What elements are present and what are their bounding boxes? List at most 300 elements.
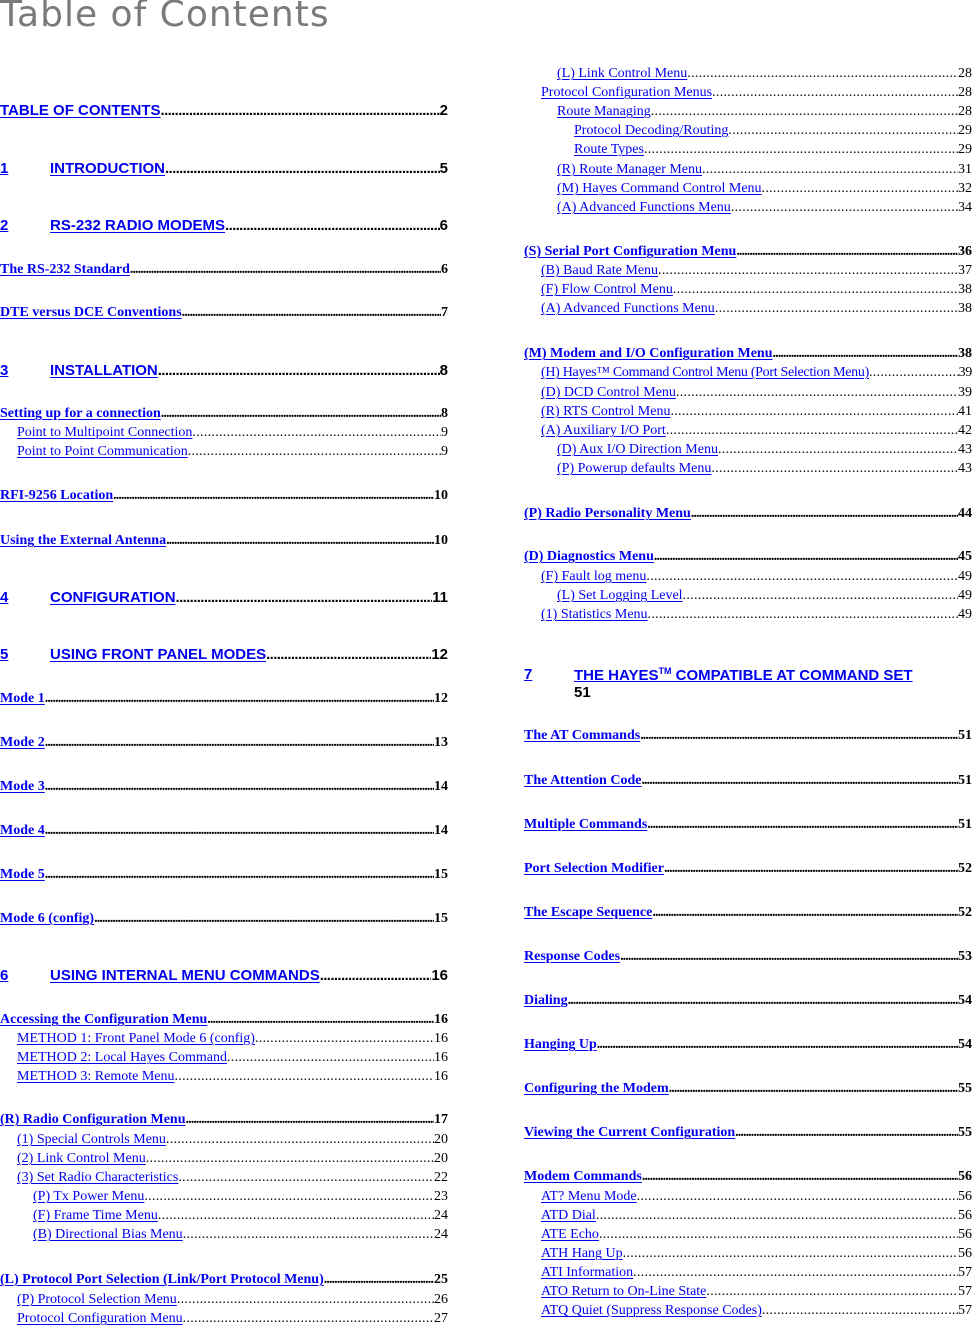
toc-entry-label[interactable]: (A) Advanced Functions Menu: [557, 200, 731, 215]
toc-entry-subsection[interactable]: [541, 1189, 972, 1207]
toc-entry-page: 28: [958, 66, 972, 81]
toc-entry-label[interactable]: Modem Commands: [524, 1169, 642, 1184]
toc-entry-label[interactable]: (H) Hayes™ Command Control Menu (Port Selection Menu): [541, 365, 869, 380]
leader-dots: [706, 1284, 958, 1300]
toc-entry-subsubsection[interactable]: [33, 1208, 448, 1226]
toc-entry-subsection[interactable]: [17, 1069, 448, 1087]
leader-dots: [731, 200, 958, 216]
toc-entry-page: 57: [958, 1265, 972, 1280]
toc-entry-label[interactable]: Multiple Commands: [524, 817, 648, 832]
toc-entry-page: 55: [958, 1125, 972, 1140]
leader-dots: [715, 301, 958, 317]
toc-entry-number[interactable]: 6: [0, 967, 9, 984]
toc-entry-section[interactable]: [524, 244, 972, 262]
toc-entry-page: 28: [958, 104, 972, 119]
toc-entry-label[interactable]: ATO Return to On-Line State: [541, 1284, 707, 1299]
toc-entry-label[interactable]: (P) Powerup defaults Menu: [557, 461, 712, 476]
toc-entry-section[interactable]: [524, 346, 972, 364]
leader-dots: [320, 967, 432, 984]
leader-dots: [161, 406, 441, 422]
toc-entry-label[interactable]: THE HAYES™ COMPATIBLE AT COMMAND SET: [574, 666, 913, 684]
toc-entry-label[interactable]: ATI Information: [541, 1265, 634, 1280]
toc-entry-label[interactable]: (1) Special Controls Menu: [17, 1132, 166, 1147]
toc-entry-section[interactable]: [0, 911, 448, 929]
toc-entry-section[interactable]: [0, 1272, 448, 1290]
leader-dots: [161, 102, 440, 119]
leader-dots: [45, 735, 434, 751]
leader-dots: [736, 244, 958, 260]
leader-dots: [735, 1125, 958, 1141]
toc-entry-page: 20: [434, 1132, 448, 1147]
leader-dots: [130, 262, 441, 278]
toc-entry-subsection[interactable]: [541, 1227, 972, 1245]
toc-entry-section[interactable]: [524, 861, 972, 879]
toc-entry-page: 36: [958, 244, 972, 259]
leader-dots: [324, 1272, 434, 1288]
toc-entry-section[interactable]: [524, 1125, 972, 1143]
leader-dots: [728, 123, 958, 139]
toc-entry-section[interactable]: [524, 817, 972, 835]
toc-entry-page: 51: [958, 773, 972, 788]
toc-entry-page: 2: [439, 102, 448, 119]
leader-dots: [45, 691, 434, 707]
leader-dots: [183, 1227, 434, 1243]
toc-entry-page: 56: [958, 1189, 972, 1204]
toc-entry-page: 34: [958, 200, 972, 215]
leader-dots: [620, 949, 958, 965]
toc-entry-chapter-6[interactable]: [0, 967, 448, 987]
leader-dots: [192, 425, 441, 441]
toc-entry-label[interactable]: (P) Tx Power Menu: [33, 1189, 145, 1204]
toc-entry-subsection[interactable]: [17, 1311, 448, 1329]
toc-entry-page: 57: [958, 1303, 972, 1318]
toc-entry-label[interactable]: Mode 5: [0, 867, 45, 882]
leader-dots: [670, 404, 958, 420]
toc-entry-page: 14: [434, 779, 448, 794]
toc-entry-label[interactable]: (R) RTS Control Menu: [541, 404, 671, 419]
toc-entry-label[interactable]: (B) Directional Bias Menu: [33, 1227, 183, 1242]
toc-entry-subsubsection[interactable]: [557, 104, 972, 122]
toc-entry-subsection[interactable]: [541, 1284, 972, 1302]
toc-entry-subsection[interactable]: [17, 1151, 448, 1169]
toc-entry-number[interactable]: 5: [0, 646, 9, 663]
toc-entry-label[interactable]: (R) Radio Configuration Menu: [0, 1112, 186, 1127]
toc-entry-number[interactable]: 2: [0, 217, 9, 234]
leader-dots: [166, 1132, 434, 1148]
toc-entry-section[interactable]: [0, 262, 448, 280]
toc-entry-page: 8: [439, 362, 448, 379]
toc-entry-level4[interactable]: [574, 123, 972, 141]
toc-entry-subsection[interactable]: [17, 425, 448, 443]
leader-dots: [266, 646, 431, 663]
toc-entry-table-of-contents[interactable]: [0, 102, 448, 122]
toc-entry-page: 31: [958, 162, 972, 177]
toc-entry-number[interactable]: 7: [524, 666, 533, 683]
leader-dots: [869, 365, 959, 381]
toc-entry-page: 51: [958, 817, 972, 832]
toc-entry-section[interactable]: [524, 993, 972, 1011]
toc-entry-label[interactable]: The Escape Sequence: [524, 905, 653, 920]
toc-entry-section[interactable]: [0, 533, 448, 551]
toc-entry-label[interactable]: Port Selection Modifier: [524, 861, 664, 876]
toc-entry-page: 49: [958, 588, 972, 603]
toc-entry-subsubsection[interactable]: [33, 1189, 448, 1207]
toc-entry-label[interactable]: The Attention Code: [524, 773, 642, 788]
toc-entry-page: 24: [434, 1208, 448, 1223]
leader-dots: [712, 85, 958, 101]
toc-entry-page: 17: [434, 1112, 448, 1127]
toc-entry-label[interactable]: METHOD 3: Remote Menu: [17, 1069, 175, 1084]
leader-dots: [644, 142, 958, 158]
toc-entry-subsubsection[interactable]: [33, 1227, 448, 1245]
toc-entry-section[interactable]: [0, 779, 448, 797]
toc-entry-label[interactable]: USING FRONT PANEL MODES: [50, 646, 267, 663]
toc-entry-page: 8: [441, 406, 448, 421]
leader-dots: [666, 423, 958, 439]
leader-dots: [647, 817, 958, 833]
toc-entry-section[interactable]: [524, 905, 972, 923]
toc-entry-page: 43: [958, 442, 972, 457]
toc-entry-label[interactable]: (2) Link Control Menu: [17, 1151, 146, 1166]
toc-entry-section[interactable]: [0, 305, 448, 323]
leader-dots: [641, 773, 958, 789]
toc-entry-label[interactable]: ATD Dial: [541, 1208, 596, 1223]
toc-entry-label[interactable]: (D) Aux I/O Direction Menu: [557, 442, 718, 457]
leader-dots: [94, 911, 434, 927]
toc-entry-section[interactable]: [524, 549, 972, 567]
toc-entry-label[interactable]: (M) Modem and I/O Configuration Menu: [524, 346, 773, 361]
leader-dots: [691, 506, 958, 522]
leader-dots: [188, 444, 441, 460]
toc-entry-page: 56: [958, 1227, 972, 1242]
toc-entry-page: 49: [958, 569, 972, 584]
toc-entry-subsection[interactable]: [541, 607, 972, 625]
toc-entry-page: 52: [958, 905, 972, 920]
toc-entry-page: 45: [958, 549, 972, 564]
toc-entry-section[interactable]: [0, 1112, 448, 1130]
toc-entry-subsection[interactable]: [541, 1265, 972, 1283]
toc-entry-label[interactable]: DTE versus DCE Conventions: [0, 305, 182, 320]
toc-entry-level4[interactable]: [574, 142, 972, 160]
toc-entry-label[interactable]: ATQ Quiet (Suppress Response Codes): [541, 1303, 762, 1318]
toc-entry-subsection[interactable]: [541, 1208, 972, 1226]
toc-entry-section[interactable]: [0, 488, 448, 506]
toc-entry-subsection[interactable]: [541, 365, 972, 383]
toc-entry-label[interactable]: (F) Frame Time Menu: [33, 1208, 158, 1223]
toc-entry-page: 39: [958, 385, 972, 400]
toc-entry-section[interactable]: [0, 735, 448, 753]
leader-dots: [166, 533, 434, 549]
toc-entry-number[interactable]: 3: [0, 362, 9, 379]
toc-entry-section[interactable]: [524, 1037, 972, 1055]
toc-entry-page: 49: [958, 607, 972, 622]
toc-entry-page: 10: [434, 533, 448, 548]
toc-entry-page: 44: [958, 506, 972, 521]
toc-entry-page: 23: [434, 1189, 448, 1204]
leader-dots: [633, 1265, 958, 1281]
toc-entry-subsection[interactable]: [541, 1246, 972, 1264]
toc-entry-page: 32: [958, 181, 972, 196]
toc-entry-page: 12: [431, 646, 448, 663]
toc-entry-page: 28: [958, 85, 972, 100]
toc-entry-label[interactable]: AT? Menu Mode: [541, 1189, 637, 1204]
toc-entry-section[interactable]: [524, 949, 972, 967]
toc-entry-subsection[interactable]: [17, 1031, 448, 1049]
toc-entry-page: 38: [958, 346, 972, 361]
toc-entry-page: 15: [434, 867, 448, 882]
toc-entry-page: 13: [434, 735, 448, 750]
toc-entry-page: 7: [441, 305, 448, 320]
toc-entry-page: 52: [958, 861, 972, 876]
toc-entry-chapter-4[interactable]: [0, 589, 448, 609]
leader-dots: [762, 181, 958, 197]
leader-dots: [596, 1208, 958, 1224]
toc-entry-page: 54: [958, 993, 972, 1008]
leader-dots: [45, 779, 434, 795]
toc-entry-label[interactable]: The RS-232 Standard: [0, 262, 130, 277]
toc-entry-label[interactable]: Protocol Configuration Menus: [541, 85, 713, 100]
toc-entry-subsection[interactable]: [17, 1132, 448, 1150]
leader-dots: [568, 993, 958, 1009]
toc-entry-subsection[interactable]: [541, 1303, 972, 1321]
toc-entry-label[interactable]: INSTALLATION: [50, 362, 158, 379]
toc-entry-subsection[interactable]: [17, 1292, 448, 1310]
leader-dots: [648, 607, 958, 623]
toc-entry-label[interactable]: Configuring the Modem: [524, 1081, 669, 1096]
toc-entry-page: 16: [434, 1012, 448, 1027]
toc-entry-page: 16: [434, 1031, 448, 1046]
toc-entry-page: 43: [958, 461, 972, 476]
leader-dots: [642, 1169, 958, 1185]
leader-dots: [687, 66, 958, 82]
toc-entry-section[interactable]: [524, 506, 972, 524]
toc-entry-label[interactable]: (1) Statistics Menu: [541, 607, 648, 622]
toc-entry-label[interactable]: (L) Set Logging Level: [557, 588, 683, 603]
toc-entry-subsection[interactable]: [541, 404, 972, 422]
toc-entry-label[interactable]: (R) Route Manager Menu: [557, 162, 703, 177]
toc-entry-page: 51: [574, 684, 591, 701]
toc-entry-section[interactable]: [524, 1169, 972, 1187]
toc-entry-subsubsection[interactable]: [557, 200, 972, 218]
toc-entry-label[interactable]: Mode 3: [0, 779, 45, 794]
toc-entry-label[interactable]: Route Types: [574, 142, 644, 157]
leader-dots: [177, 1292, 434, 1308]
toc-entry-label[interactable]: The AT Commands: [524, 728, 641, 743]
toc-entry-label[interactable]: ATE Echo: [541, 1227, 599, 1242]
toc-entry-label[interactable]: Setting up for a connection: [0, 406, 161, 421]
toc-entry-chapter-3[interactable]: [0, 362, 448, 382]
toc-entry-subsection[interactable]: [541, 85, 972, 103]
toc-entry-subsection[interactable]: [17, 1050, 448, 1068]
toc-entry-label[interactable]: (A) Advanced Functions Menu: [541, 301, 715, 316]
toc-entry-label[interactable]: Mode 6 (config): [0, 911, 95, 926]
toc-entry-label[interactable]: Point to Point Communication: [17, 444, 188, 459]
toc-entry-label[interactable]: (L) Protocol Port Selection (Link/Port Protocol Menu): [0, 1272, 324, 1287]
toc-entry-label[interactable]: Route Managing: [557, 104, 651, 119]
toc-entry-page: 39: [958, 365, 972, 380]
leader-dots: [702, 162, 958, 178]
toc-entry-page: 16: [434, 1050, 448, 1065]
toc-entry-chapter-1[interactable]: [0, 160, 448, 180]
toc-entry-label[interactable]: (D) DCD Control Menu: [541, 385, 676, 400]
toc-entry-label[interactable]: (B) Baud Rate Menu: [541, 263, 659, 278]
trademark-symbol: TM: [658, 666, 672, 676]
toc-entry-subsection[interactable]: [17, 444, 448, 462]
toc-entry-label[interactable]: METHOD 1: Front Panel Mode 6 (config): [17, 1031, 255, 1046]
leader-dots: [676, 385, 958, 401]
toc-entry-subsection[interactable]: [541, 282, 972, 300]
toc-entry-page: 56: [958, 1169, 972, 1184]
leader-dots: [640, 728, 958, 744]
leader-dots: [658, 263, 958, 279]
toc-entry-page: 15: [434, 911, 448, 926]
toc-entry-page: 5: [439, 160, 448, 177]
leader-dots: [651, 104, 958, 120]
toc-entry-page: 9: [441, 444, 448, 459]
toc-entry-page: 25: [434, 1272, 448, 1287]
toc-entry-label[interactable]: (D) Diagnostics Menu: [524, 549, 654, 564]
toc-entry-section[interactable]: [0, 406, 448, 424]
leader-dots: [255, 1031, 434, 1047]
toc-entry-subsection[interactable]: [541, 385, 972, 403]
toc-entry-subsubsection[interactable]: [557, 461, 972, 479]
toc-entry-label[interactable]: (S) Serial Port Configuration Menu: [524, 244, 737, 259]
toc-entry-subsubsection[interactable]: [557, 162, 972, 180]
toc-entry-section[interactable]: [0, 1012, 448, 1030]
toc-entry-label[interactable]: (F) Fault log menu: [541, 569, 647, 584]
toc-entry-page: 10: [434, 488, 448, 503]
toc-entry-page: 56: [958, 1208, 972, 1223]
page-title: Table of Contents: [0, 0, 330, 35]
toc-entry-subsubsection[interactable]: [557, 181, 972, 199]
toc-entry-label[interactable]: Using the External Antenna: [0, 533, 167, 548]
toc-entry-label[interactable]: (A) Auxiliary I/O Port: [541, 423, 666, 438]
leader-dots: [178, 1170, 434, 1186]
toc-entry-page: 6: [439, 217, 448, 234]
toc-entry-subsection[interactable]: [17, 1170, 448, 1188]
leader-dots: [652, 905, 958, 921]
toc-entry-page: 11: [432, 589, 448, 606]
toc-entry-section[interactable]: [524, 773, 972, 791]
toc-entry-label[interactable]: Viewing the Current Configuration: [524, 1125, 736, 1140]
toc-entry-number[interactable]: 4: [0, 589, 9, 606]
toc-entry-subsection[interactable]: [541, 423, 972, 441]
toc-entry-page: 42: [958, 423, 972, 438]
leader-dots: [45, 823, 434, 839]
toc-entry-section[interactable]: [0, 691, 448, 709]
toc-entry-subsubsection[interactable]: [557, 442, 972, 460]
toc-entry-label[interactable]: METHOD 2: Local Hayes Command: [17, 1050, 227, 1065]
toc-entry-section[interactable]: [0, 823, 448, 841]
toc-entry-subsection[interactable]: [541, 569, 972, 587]
toc-entry-page: 29: [958, 123, 972, 138]
toc-entry-page: 26: [434, 1292, 448, 1307]
leader-dots: [165, 160, 440, 177]
toc-entry-label[interactable]: Hanging Up: [524, 1037, 597, 1052]
leader-dots: [773, 346, 959, 362]
toc-entry-page: 56: [958, 1246, 972, 1261]
toc-entry-page: 38: [958, 301, 972, 316]
toc-entry-page: 54: [958, 1037, 972, 1052]
toc-entry-label[interactable]: Mode 1: [0, 691, 45, 706]
toc-entry-label[interactable]: Mode 2: [0, 735, 45, 750]
leader-dots: [664, 861, 958, 877]
toc-entry-label[interactable]: RFI-9256 Location: [0, 488, 114, 503]
toc-entry-label[interactable]: (L) Link Control Menu: [557, 66, 688, 81]
leader-dots: [174, 1069, 434, 1085]
toc-entry-page: 29: [958, 142, 972, 157]
toc-entry-page: 38: [958, 282, 972, 297]
leader-dots: [207, 1012, 434, 1028]
leader-dots: [225, 217, 440, 234]
toc-entry-subsubsection[interactable]: [557, 588, 972, 606]
toc-entry-chapter-2[interactable]: [0, 217, 448, 237]
toc-entry-label[interactable]: CONFIGURATION: [50, 589, 176, 606]
toc-entry-page: 37: [958, 263, 972, 278]
leader-dots: [176, 589, 433, 606]
toc-entry-label[interactable]: Dialing: [524, 993, 568, 1008]
toc-entry-label[interactable]: Point to Multipoint Connection: [17, 425, 193, 440]
toc-entry-page: 51: [958, 728, 972, 743]
leader-dots: [711, 461, 958, 477]
leader-dots: [646, 569, 958, 585]
leader-dots: [718, 442, 958, 458]
toc-entry-label[interactable]: USING INTERNAL MENU COMMANDS: [50, 967, 320, 984]
toc-entry-section[interactable]: [0, 867, 448, 885]
leader-dots: [637, 1189, 958, 1205]
leader-dots: [669, 1081, 958, 1097]
toc-entry-page: 24: [434, 1227, 448, 1242]
toc-entry-page: 22: [434, 1170, 448, 1185]
toc-entry-label[interactable]: (P) Protocol Selection Menu: [17, 1292, 177, 1307]
toc-entry-subsection[interactable]: [541, 301, 972, 319]
toc-entry-page: 20: [434, 1151, 448, 1166]
toc-entry-label[interactable]: Protocol Decoding/Routing: [574, 123, 729, 138]
toc-entry-label[interactable]: RS-232 RADIO MODEMS: [50, 217, 226, 234]
leader-dots: [158, 362, 440, 379]
toc-entry-label[interactable]: ATH Hang Up: [541, 1246, 623, 1261]
toc-entry-label[interactable]: (M) Hayes Command Control Menu: [557, 181, 762, 196]
toc-entry-page: 27: [434, 1311, 448, 1326]
toc-entry-number[interactable]: 1: [0, 160, 9, 177]
toc-entry-subsection[interactable]: [541, 263, 972, 281]
toc-entry-page: 16: [431, 967, 448, 984]
toc-entry-page: 9: [441, 425, 448, 440]
toc-entry-page: 14: [434, 823, 448, 838]
toc-entry-subsubsection[interactable]: [557, 66, 972, 84]
toc-entry-section[interactable]: [524, 1081, 972, 1099]
toc-entry-label[interactable]: Protocol Configuration Menu: [17, 1311, 183, 1326]
toc-entry-section[interactable]: [524, 728, 972, 746]
toc-entry-label[interactable]: (3) Set Radio Characteristics: [17, 1170, 179, 1185]
leader-dots: [144, 1189, 434, 1205]
leader-dots: [45, 867, 434, 883]
toc-entry-label[interactable]: TABLE OF CONTENTS: [0, 102, 161, 119]
toc-entry-chapter-5[interactable]: [0, 646, 448, 666]
leader-dots: [182, 305, 441, 321]
toc-entry-page: 16: [434, 1069, 448, 1084]
toc-entry-label[interactable]: Response Codes: [524, 949, 621, 964]
toc-entry-label[interactable]: Accessing the Configuration Menu: [0, 1012, 208, 1027]
toc-entry-label[interactable]: INTRODUCTION: [50, 160, 165, 177]
toc-entry-page: 41: [958, 404, 972, 419]
leader-dots: [673, 282, 958, 298]
toc-entry-page: 53: [958, 949, 972, 964]
toc-entry-label[interactable]: (F) Flow Control Menu: [541, 282, 673, 297]
toc-entry-label[interactable]: Mode 4: [0, 823, 45, 838]
toc-entry-page: 57: [958, 1284, 972, 1299]
toc-entry-label[interactable]: (P) Radio Personality Menu: [524, 506, 691, 521]
